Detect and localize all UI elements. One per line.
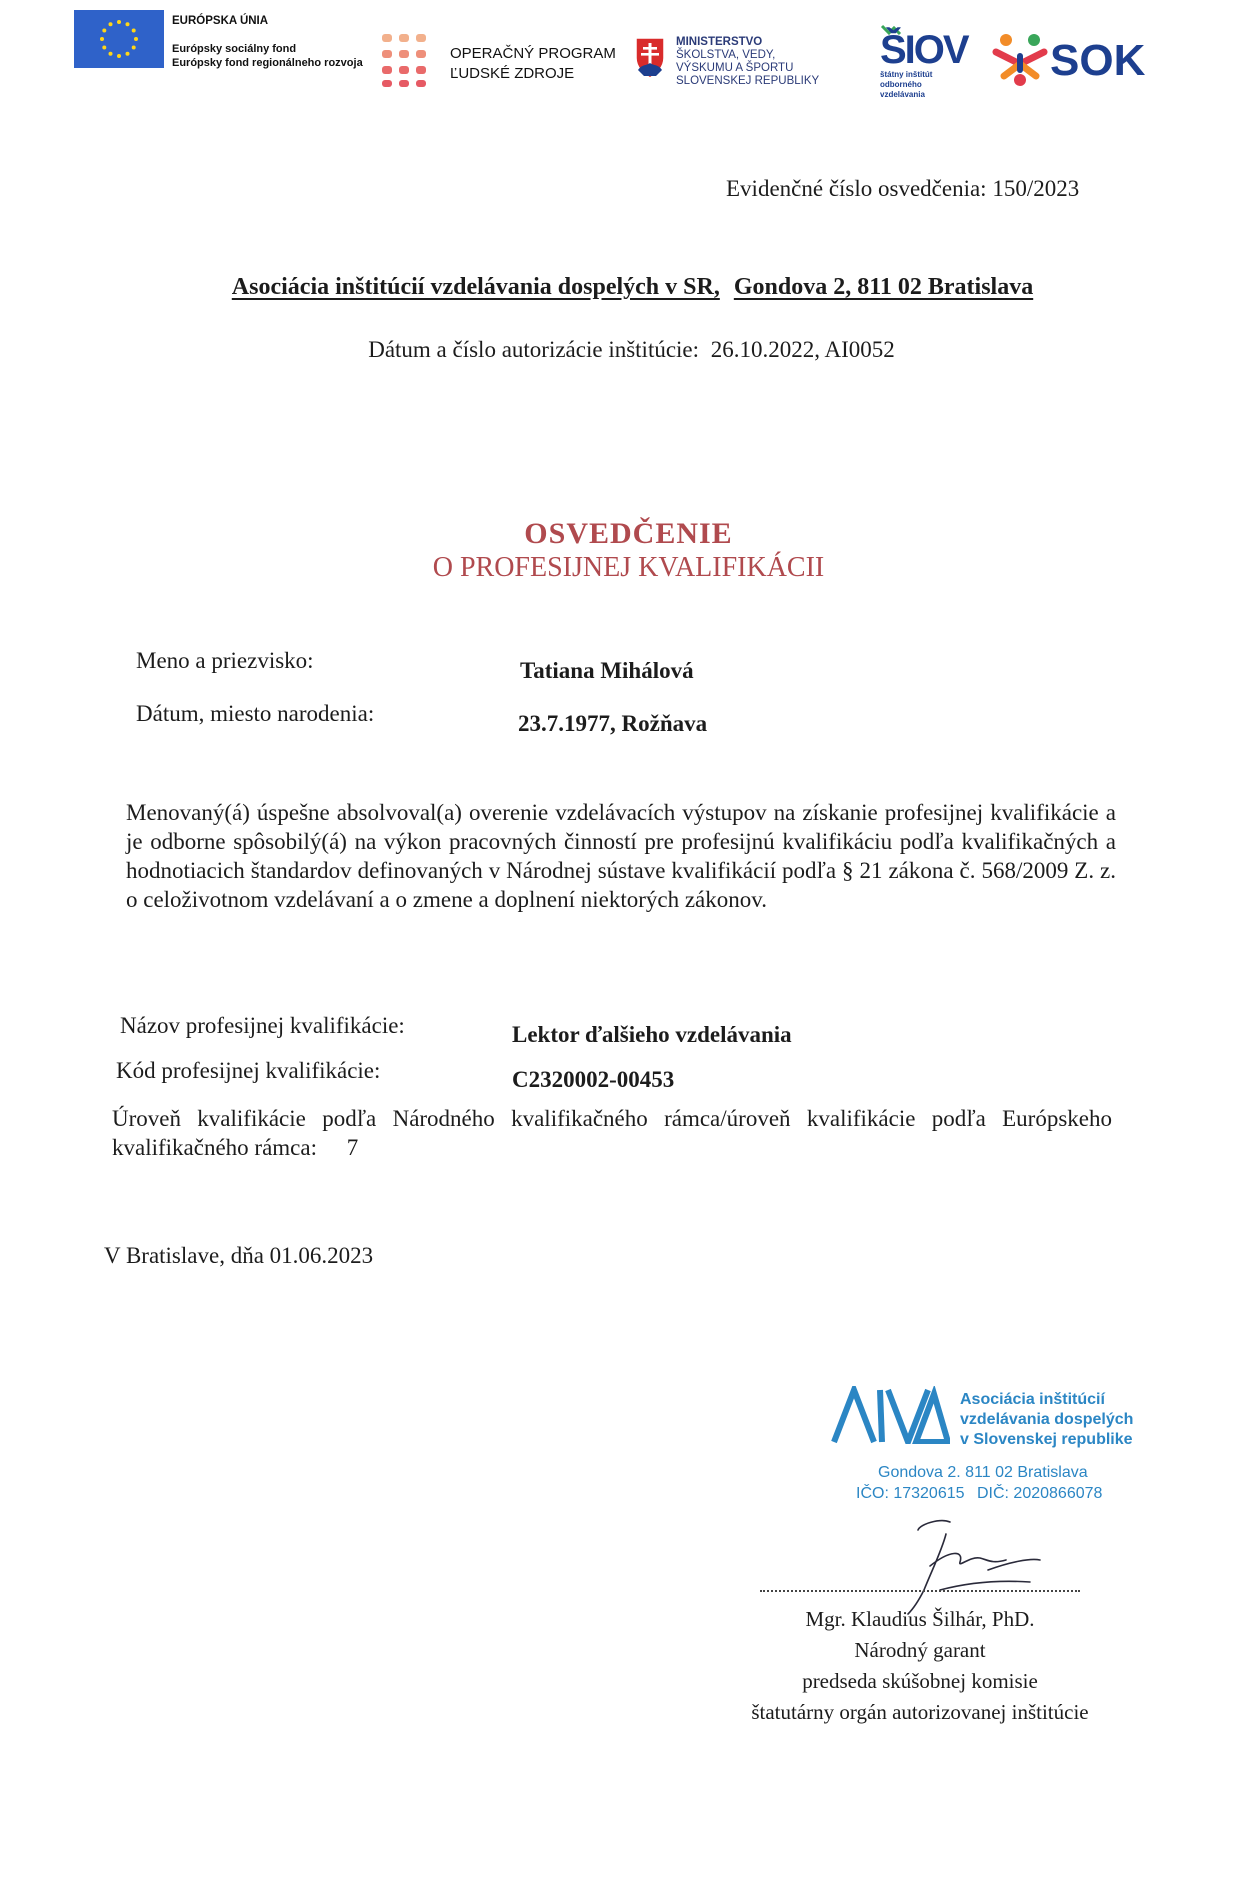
name-value: Tatiana Mihálová (520, 658, 694, 683)
signatory-name: Mgr. Klaudius Šilhár, PhD. (805, 1607, 1035, 1631)
signatory-role-1: Národný garant (854, 1638, 986, 1662)
stamp-ico: IČO: 17320615 (856, 1485, 965, 1502)
ministry-line-2: ŠKOLSTVA, VEDY, (676, 49, 776, 61)
stamp-address: Gondova 2. 811 02 Bratislava (878, 1464, 1088, 1481)
signature-line (760, 1590, 1080, 1592)
document-title-a: OSVEDČENIE (524, 517, 733, 550)
ministry-line-4: SLOVENSKEJ REPUBLIKY (676, 75, 820, 87)
siov-name: ŠIOV (880, 28, 968, 72)
institution-name: Asociácia inštitúcií vzdelávania dospelých v SR, (231, 274, 720, 300)
signatory-block (700, 1604, 1140, 1728)
authorization-value: 26.10.2022, AI0052 (710, 337, 895, 362)
stamp-line-1: Asociácia inštitúcií (960, 1391, 1105, 1408)
qualification-level-value: 7 (346, 1135, 359, 1160)
ministry-line-1: MINISTERSTVO (676, 36, 763, 48)
eu-title: EURÓPSKA ÚNIA (172, 15, 269, 27)
op-line-1: OPERAČNÝ PROGRAM (450, 45, 616, 62)
sok-mark (990, 30, 1050, 90)
siov-logo (880, 30, 980, 100)
qualification-name-label: Názov profesijnej kvalifikácie: (120, 1013, 405, 1038)
eu-stars-icon (74, 10, 164, 68)
siov-sub-3: vzdelávania (880, 90, 925, 99)
ministry-shield-logo (634, 36, 666, 80)
certificate-statement: Menovaný(á) úspešne absolvoval(a) overenie vzdelávacích výstupov na získanie profesijnej kvalifikácie a je odborne spôsobilý(á) na výkon pracovných činností pre profesijnú kvalifikáciu podľa kvalifikačných a hodnotiacich štandardov definovaných v Národnej sústave kvalifikácií podľa § 21 zákona č. 568/2009 Z. z. o celoživotnom vzdelávaní a o zmene a doplnení niektorých zákonov. (126, 800, 1116, 912)
birth-value: 23.7.1977, Rožňava (518, 711, 708, 736)
certificate-number-value: 150/2023 (992, 176, 1080, 201)
qualification-name-value: Lektor ďalšieho vzdelávania (512, 1022, 792, 1047)
institution-address: Gondova 2, 811 02 Bratislava (733, 274, 1034, 300)
sok-people-icon (990, 30, 1050, 90)
eu-logo-text (172, 14, 363, 70)
issuing-institution (0, 274, 1257, 301)
stamp-dic: DIČ: 2020866078 (976, 1485, 1103, 1502)
op-line-2: ĽUDSKÉ ZDROJE (450, 65, 575, 82)
stamp-institution-name (960, 1390, 1133, 1450)
slovak-coat-of-arms-icon (634, 36, 666, 80)
stamp-ids (856, 1485, 1110, 1503)
issue-place-date (104, 1243, 373, 1269)
document-title (0, 517, 1257, 551)
authorization-info (0, 337, 1257, 363)
signatory-role-2: predseda skúšobnej komisie (802, 1669, 1038, 1693)
ministry-line-3: VÝSKUMU A ŠPORTU (676, 62, 794, 74)
certificate-number (726, 176, 1079, 202)
eu-flag-logo (74, 10, 164, 68)
ministry-logo-text (676, 36, 819, 88)
document-subtitle (0, 552, 1257, 584)
aivd-mark-icon (830, 1386, 950, 1444)
eu-fund-2: Európsky fond regionálneho rozvoja (172, 57, 363, 69)
birth-label: Dátum, miesto narodenia: (136, 701, 375, 726)
op-logo-text (450, 44, 616, 84)
document-subtitle-a: O PROFESIJNEJ KVALIFIKÁCII (432, 552, 825, 583)
eu-fund-1: Európsky sociálny fond (172, 43, 297, 55)
siov-sub-1: štátny inštitút (880, 70, 933, 79)
op-dots-logo (380, 30, 430, 90)
qualification-code-label: Kód profesijnej kvalifikácie: (116, 1058, 381, 1083)
stamp-line-2: vzdelávania dospelých (960, 1411, 1134, 1428)
aivd-logo (830, 1386, 950, 1444)
qualification-code-value: C2320002-00453 (512, 1067, 675, 1092)
issue-place-label: V Bratislave, dňa (104, 1243, 264, 1268)
issue-date-value: 01.06.2023 (269, 1243, 374, 1268)
siov-sub-2: odborného (880, 80, 922, 89)
name-label: Meno a priezvisko: (136, 648, 314, 673)
stamp-line-3: v Slovenskej republike (960, 1431, 1133, 1448)
qualification-level-label: Úroveň kvalifikácie podľa Národného kvalifikačného rámca/úroveň kvalifikácie podľa Európskeho kvalifikačného rámca: (112, 1106, 1112, 1160)
qualification-level (112, 1104, 1112, 1162)
signatory-role-3: štatutárny orgán autorizovanej inštitúcie (751, 1700, 1089, 1724)
op-dots-icon (380, 30, 430, 90)
sok-name: SOK (1050, 36, 1146, 85)
certificate-number-label: Evidenčné číslo osvedčenia: (726, 176, 987, 201)
authorization-label: Dátum a číslo autorizácie inštitúcie: (368, 337, 700, 362)
